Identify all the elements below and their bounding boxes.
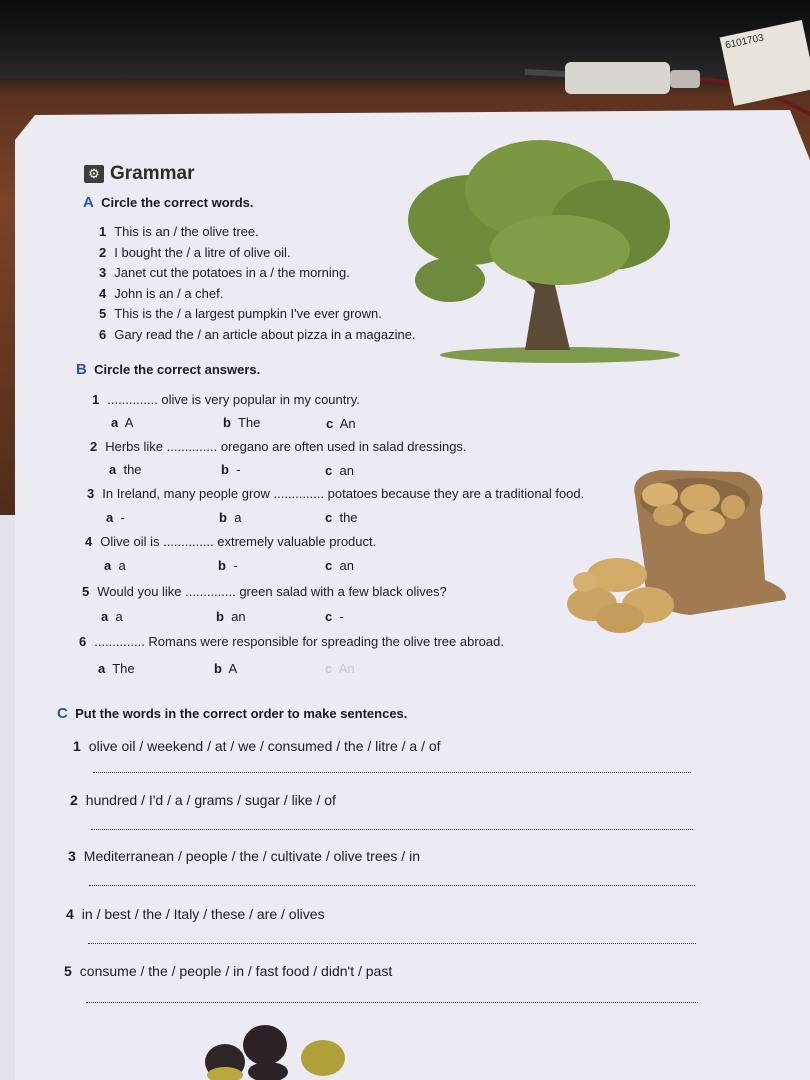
b-q5-option-a[interactable]: a a xyxy=(101,609,123,624)
section-b-heading: B Circle the correct answers. xyxy=(76,361,261,378)
c-item-2: 2 hundred / I'd / a / grams / sugar / like / of xyxy=(70,792,336,808)
b-q4-option-a[interactable]: a a xyxy=(104,558,126,573)
b-question-3: 3 In Ireland, many people grow .............. potatoes because they are a traditional food. xyxy=(87,486,585,501)
c-answer-line-5[interactable] xyxy=(86,1002,698,1003)
b-q3-option-a[interactable]: a - xyxy=(106,510,125,525)
b-question-5: 5 Would you like .............. green salad with a few black olives? xyxy=(82,584,447,599)
b-q2-option-b[interactable]: b - xyxy=(221,462,241,477)
b-question-4: 4 Olive oil is .............. extremely valuable product. xyxy=(85,534,377,549)
b-question-6: 6 .............. Romans were responsible for spreading the olive tree abroad. xyxy=(79,634,504,649)
b-q1-option-b[interactable]: b The xyxy=(223,415,261,430)
b-q4-option-c[interactable]: c an xyxy=(325,558,354,573)
b-question-2: 2 Herbs like .............. oregano are often used in salad dressings. xyxy=(90,439,467,454)
a-item-3: 3 Janet cut the potatoes in a / the morning. xyxy=(99,265,350,280)
section-c-heading: C Put the words in the correct order to make sentences. xyxy=(57,705,408,722)
b-q1-option-c[interactable]: c An xyxy=(326,416,356,431)
b-q5-option-c[interactable]: c - xyxy=(325,609,344,624)
worksheet-page xyxy=(0,110,810,1080)
c-answer-line-1[interactable] xyxy=(93,772,691,773)
product-tag: 6101703 xyxy=(720,20,810,106)
c-item-1: 1 olive oil / weekend / at / we / consumed / the / litre / a / of xyxy=(73,738,441,754)
b-q3-option-c[interactable]: c the xyxy=(325,510,358,525)
b-q2-option-c[interactable]: c an xyxy=(325,463,354,478)
c-item-3: 3 Mediterranean / people / the / cultivate / olive trees / in xyxy=(68,848,420,864)
b-question-1: 1 .............. olive is very popular in my country. xyxy=(92,392,360,407)
c-answer-line-2[interactable] xyxy=(91,829,693,830)
c-answer-line-3[interactable] xyxy=(89,885,695,886)
b-q3-option-b[interactable]: b a xyxy=(219,510,242,525)
b-q1-option-a[interactable]: a A xyxy=(111,415,134,430)
b-q6-option-a[interactable]: a The xyxy=(98,661,135,676)
a-item-4: 4 John is an / a chef. xyxy=(99,286,224,301)
section-title: Grammar xyxy=(110,163,195,184)
b-q6-option-b[interactable]: b A xyxy=(214,661,238,676)
c-answer-line-4[interactable] xyxy=(88,943,696,944)
b-q4-option-b[interactable]: b - xyxy=(218,558,238,573)
b-q2-option-a[interactable]: a the xyxy=(109,462,142,477)
a-item-2: 2 I bought the / a litre of olive oil. xyxy=(99,245,291,260)
b-q6-option-c[interactable]: c An xyxy=(325,661,355,676)
c-item-5: 5 consume / the / people / in / fast food / didn't / past xyxy=(64,963,393,979)
c-item-4: 4 in / best / the / Italy / these / are / olives xyxy=(66,906,325,922)
a-item-6: 6 Gary read the / an article about pizza in a magazine. xyxy=(99,327,416,342)
a-item-5: 5 This is the / a largest pumpkin I've ever grown. xyxy=(99,306,382,321)
gear-icon: ⚙ xyxy=(84,165,104,183)
section-a-heading: A Circle the correct words. xyxy=(83,194,254,211)
b-q5-option-b[interactable]: b an xyxy=(216,609,246,624)
a-item-1: 1 This is an / the olive tree. xyxy=(99,224,259,239)
